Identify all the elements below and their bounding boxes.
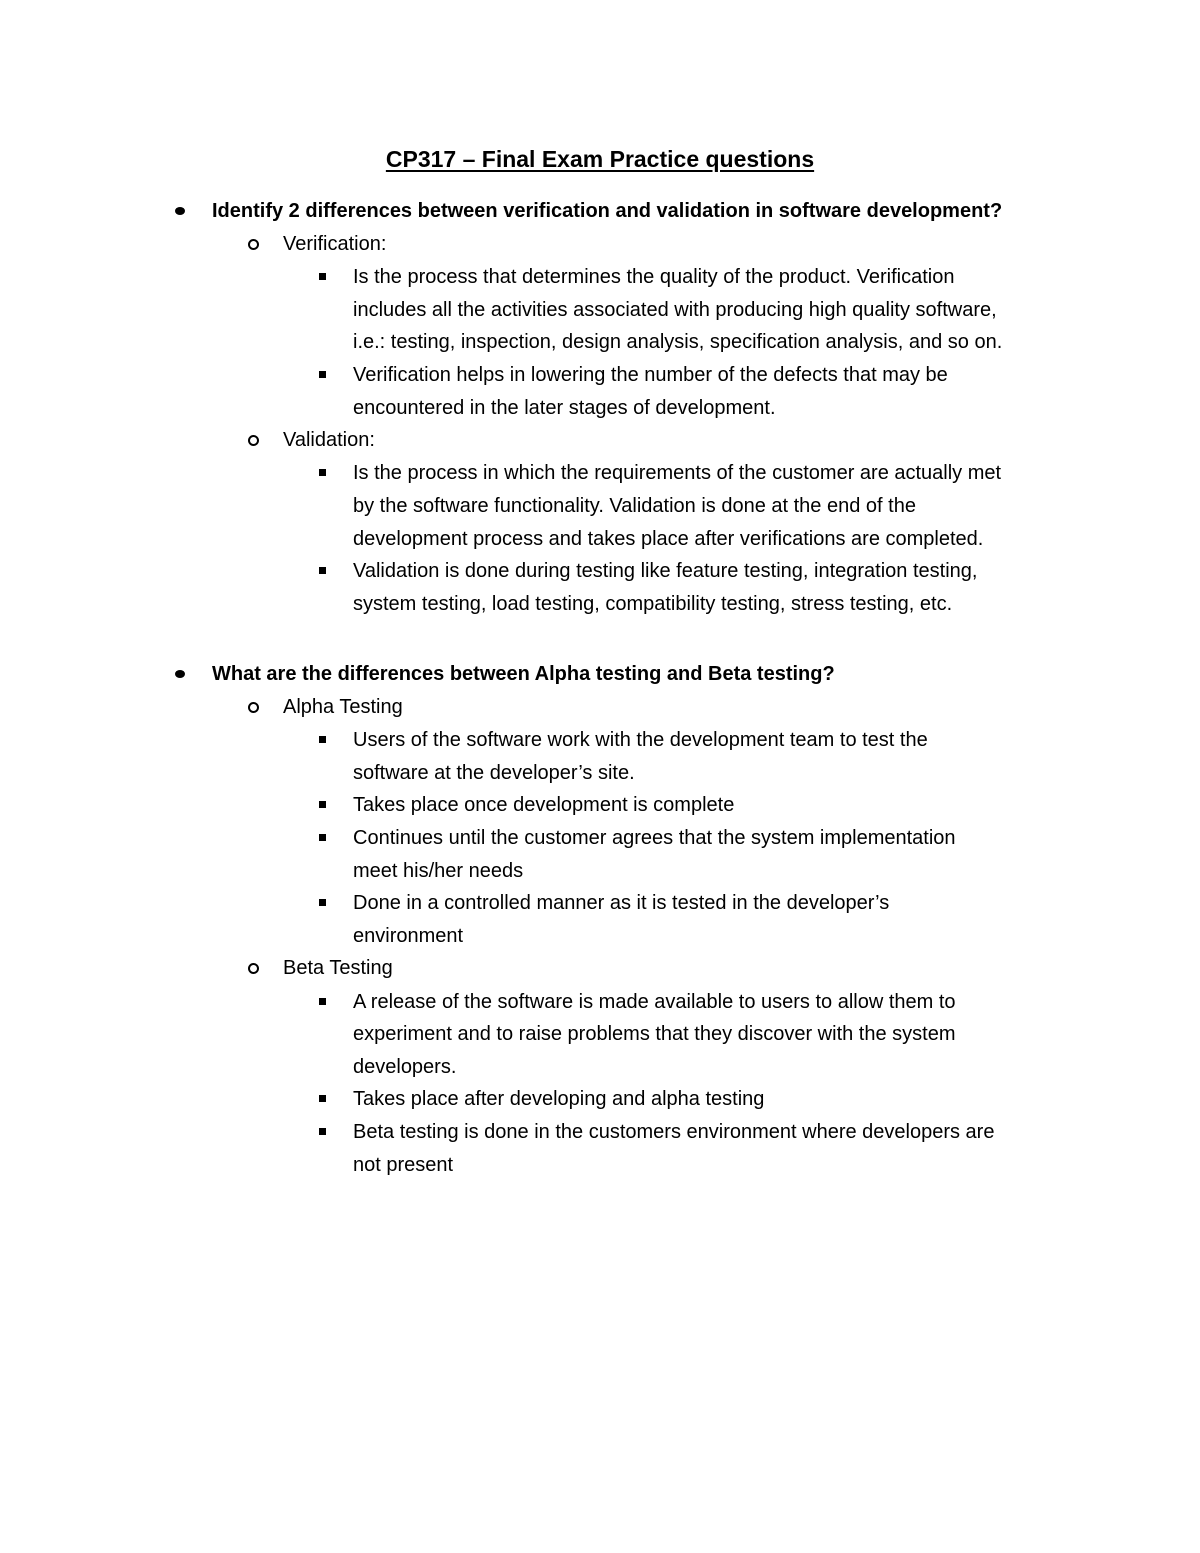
bullet-circle-icon <box>248 239 259 250</box>
bullet-square-icon <box>319 371 326 378</box>
point-text-line: experiment and to raise problems that they discover with the system <box>353 1023 956 1046</box>
point-text-line: meet his/her needs <box>353 859 524 882</box>
point-text-line: software at the developer’s site. <box>353 761 635 784</box>
bullet-square-icon <box>319 899 326 906</box>
bullet-square-icon <box>319 1128 326 1135</box>
point-text-line: system testing, load testing, compatibility testing, stress testing, etc. <box>353 592 953 615</box>
point-text-line: i.e.: testing, inspection, design analysis, specification analysis, and so on. <box>353 331 1003 354</box>
bullet-square-icon <box>319 273 326 280</box>
point-text-line: by the software functionality. Validation is done at the end of the <box>353 494 916 517</box>
point-text-line: Done in a controlled manner as it is tested in the developer’s <box>353 892 890 915</box>
point-text-line: Continues until the customer agrees that the system implementation <box>353 827 956 849</box>
document-title: CP317 – Final Exam Practice questions <box>385 146 815 172</box>
point-text-line: includes all the activities associated with producing high quality software, <box>353 298 997 321</box>
bullet-square-icon <box>319 998 326 1005</box>
bullet-square-icon <box>319 834 326 841</box>
point-text-line: development process and takes place after verifications are completed. <box>353 527 984 550</box>
bullet-dot-icon <box>175 670 185 678</box>
point-text-line: Validation is done during testing like feature testing, integration testing, <box>353 560 978 583</box>
bullet-square-icon <box>319 567 326 574</box>
question-text: What are the differences between Alpha testing and Beta testing? <box>212 663 835 685</box>
point-text-line: environment <box>353 924 464 947</box>
point-text-line: Users of the software work with the development team to test the <box>353 729 928 752</box>
question-text: Identify 2 differences between verification and validation in software development? <box>212 200 1003 222</box>
point-text-line: Takes place after developing and alpha testing <box>353 1088 765 1111</box>
topic-label: Alpha Testing <box>283 696 403 719</box>
bullet-square-icon <box>319 1095 326 1102</box>
point-text-line: Is the process in which the requirements of the customer are actually met <box>353 462 1002 485</box>
point-text-line: Is the process that determines the quality of the product. Verification <box>353 266 955 289</box>
topic-label: Beta Testing <box>283 957 393 980</box>
bullet-circle-icon <box>248 963 259 974</box>
topic-label: Validation: <box>283 429 375 452</box>
point-text-line: A release of the software is made available to users to allow them to <box>353 990 956 1013</box>
point-text-line: Takes place once development is complete <box>353 794 735 817</box>
bullet-circle-icon <box>248 702 259 713</box>
point-text-line: developers. <box>353 1055 457 1078</box>
bullet-circle-icon <box>248 435 259 446</box>
bullet-square-icon <box>319 736 326 743</box>
point-text-line: Beta testing is done in the customers environment where developers are <box>353 1120 995 1143</box>
topic-label: Verification: <box>283 233 387 256</box>
bullet-square-icon <box>319 801 326 808</box>
point-text-line: Verification helps in lowering the number of the defects that may be <box>353 364 948 386</box>
bullet-square-icon <box>319 469 326 476</box>
point-text-line: not present <box>353 1153 454 1176</box>
bullet-dot-icon <box>175 207 185 215</box>
point-text-line: encountered in the later stages of development. <box>353 396 776 419</box>
